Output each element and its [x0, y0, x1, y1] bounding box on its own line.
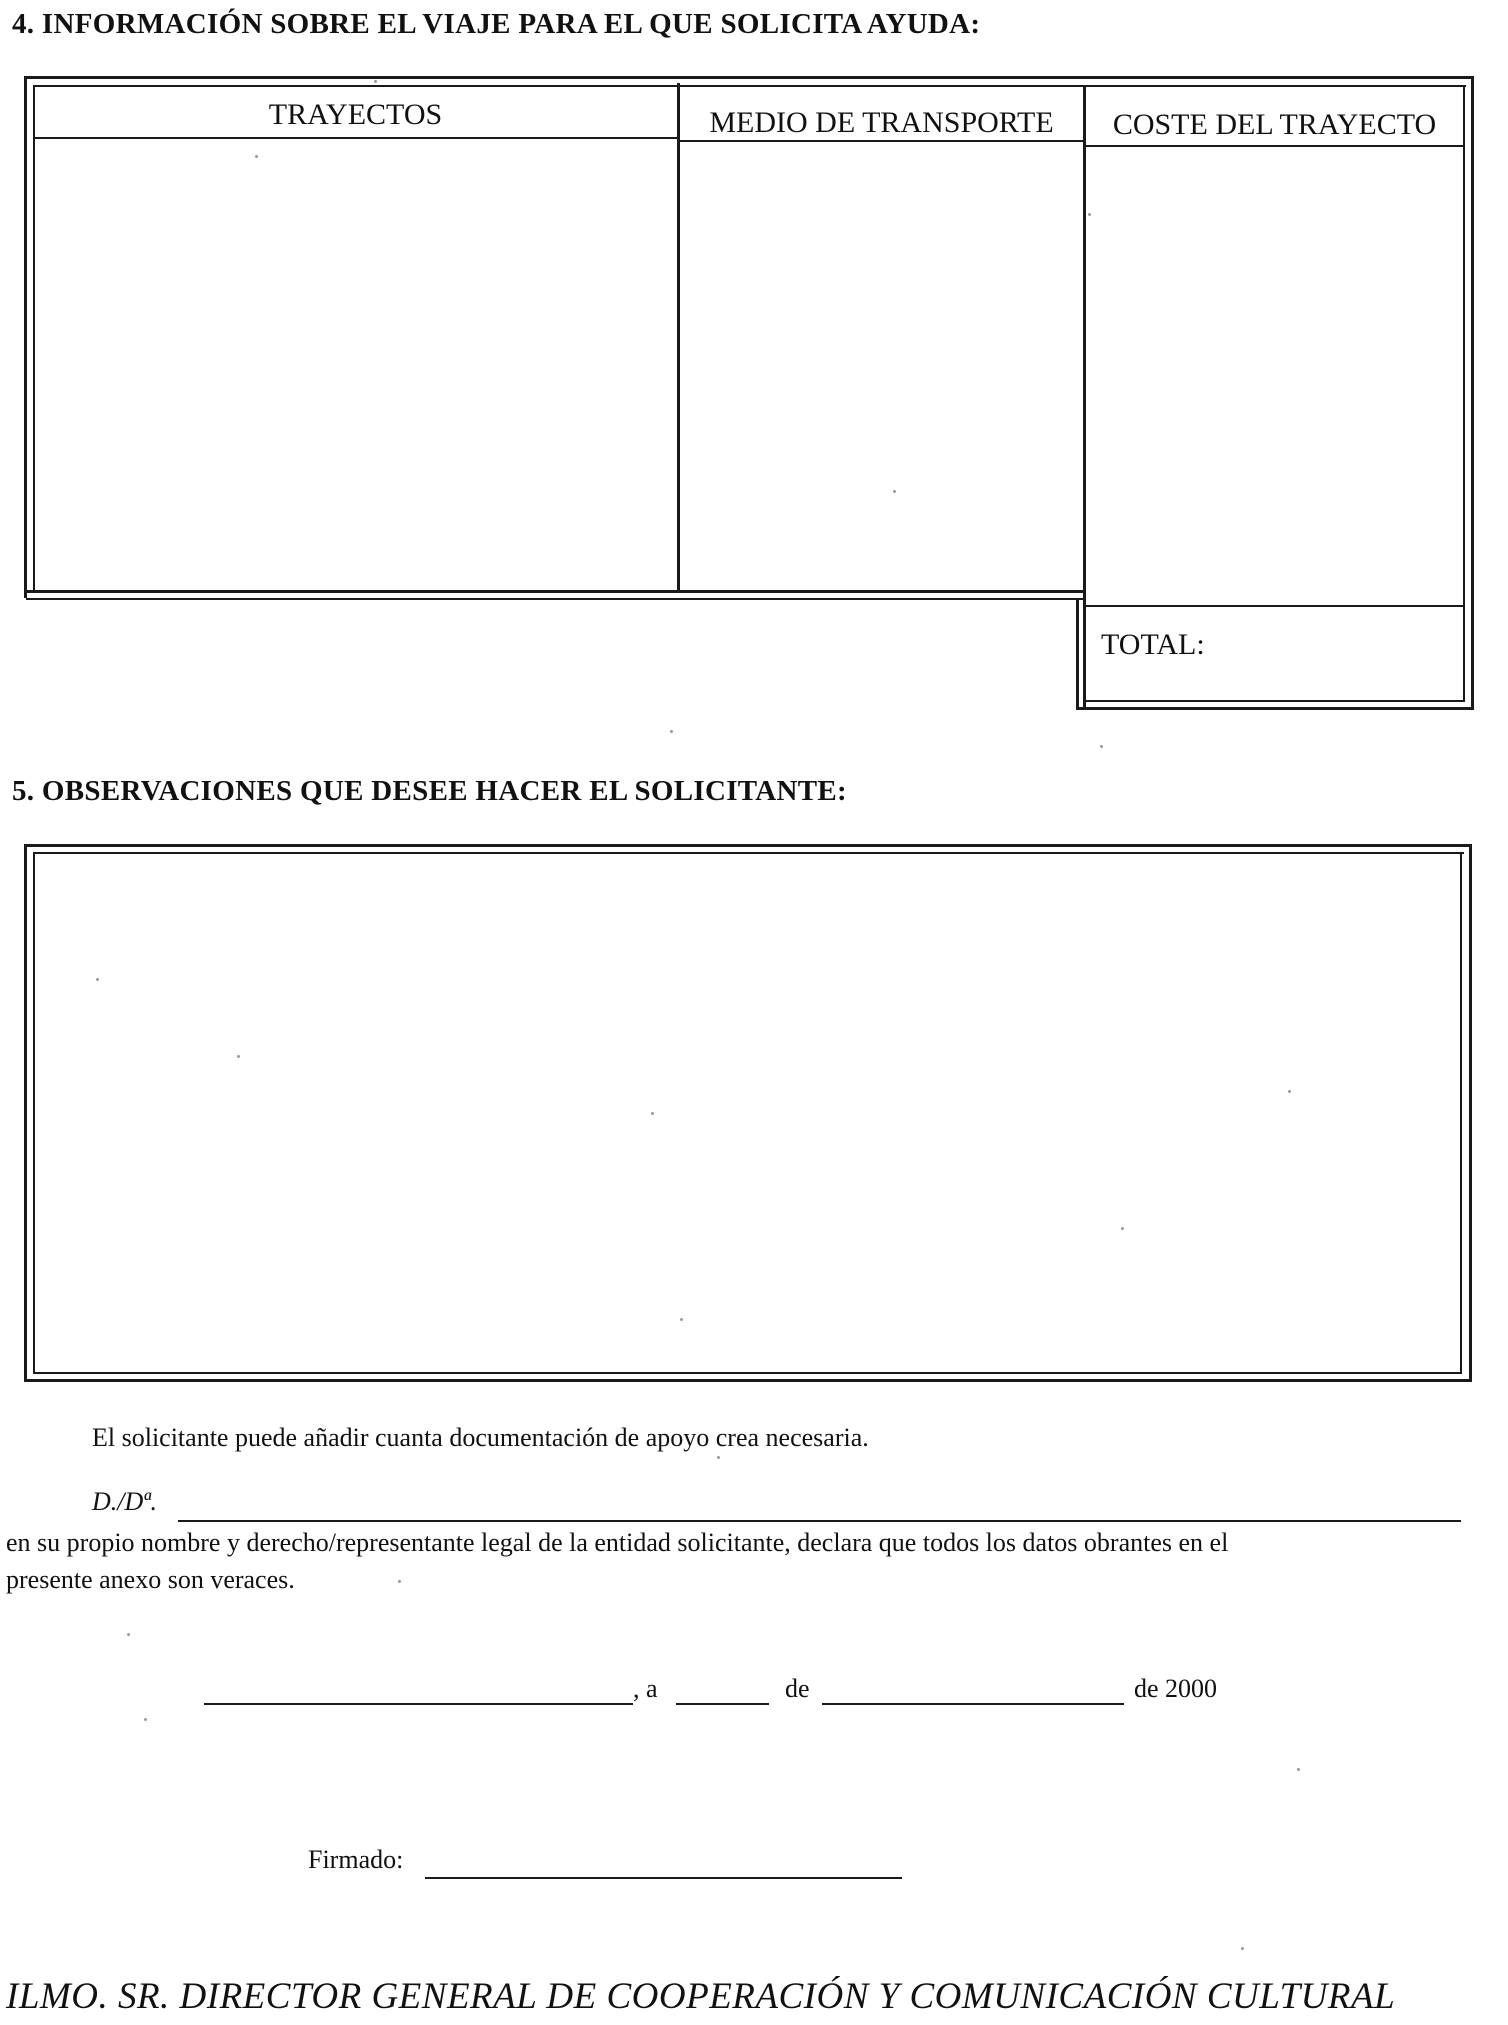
month-line[interactable] [822, 1703, 1124, 1705]
supporting-documents-note: El solicitante puede añadir cuanta documentación de apoyo crea necesaria. [92, 1423, 869, 1452]
section-5-heading: 5. OBSERVACIONES QUE DESEE HACER EL SOLICITANTE: [12, 775, 848, 807]
section-4-heading: 4. INFORMACIÓN SOBRE EL VIAJE PARA EL QUE SOLICITA AYUDA: [12, 8, 981, 40]
declarant-prefix: D./Dª. [92, 1487, 157, 1516]
place-line[interactable] [204, 1703, 633, 1705]
coste-del-trayecto-field[interactable] [1087, 149, 1462, 603]
day-line[interactable] [676, 1703, 769, 1705]
column-header-coste-del-trayecto: COSTE DEL TRAYECTO [1112, 108, 1437, 141]
trayectos-field[interactable] [36, 141, 676, 589]
declarant-name-line[interactable] [178, 1520, 1461, 1522]
addressee-title: ILMO. SR. DIRECTOR GENERAL DE COOPERACIÓN Y COMUNICACIÓN CULTURAL [6, 1976, 1396, 2017]
column-header-medio-de-transporte: MEDIO DE TRANSPORTE [709, 106, 1054, 139]
signature-line[interactable] [425, 1877, 902, 1879]
total-label: TOTAL: [1101, 628, 1205, 661]
column-header-trayectos: TRAYECTOS [268, 98, 443, 131]
medio-de-transporte-field[interactable] [681, 144, 1082, 589]
declaration-text-line-1: en su propio nombre y derecho/representante legal de la entidad solicitante, declara que todos los datos obrantes en el [6, 1528, 1229, 1557]
declaration-text-line-2: presente anexo son veraces. [6, 1565, 295, 1594]
total-field[interactable] [1230, 612, 1460, 696]
observations-field[interactable] [36, 856, 1458, 1370]
date-separator-de: de [785, 1674, 810, 1703]
signature-label: Firmado: [308, 1845, 404, 1874]
year-suffix: de 2000 [1134, 1674, 1218, 1703]
date-separator-a: , a [633, 1674, 658, 1703]
